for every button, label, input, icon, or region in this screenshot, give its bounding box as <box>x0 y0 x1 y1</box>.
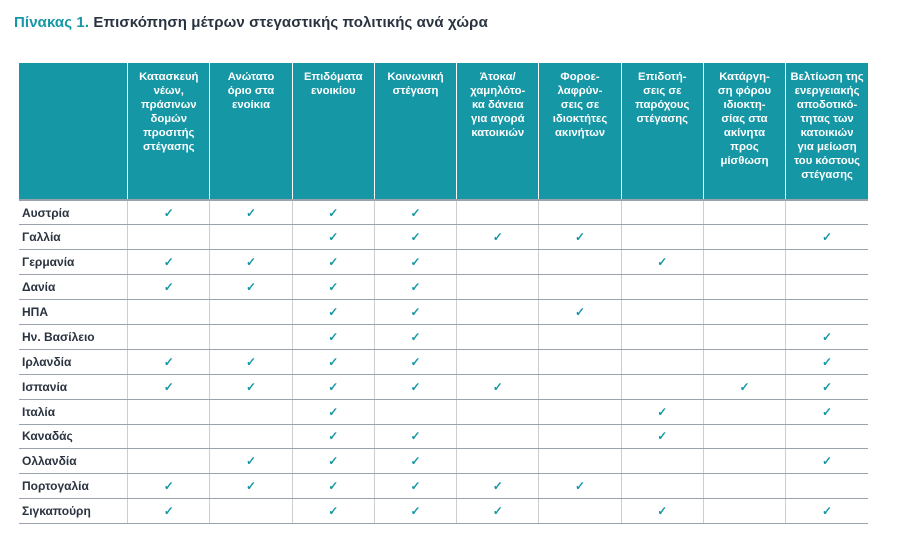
table-cell <box>621 250 703 275</box>
country-name: Ολλανδία <box>19 449 128 474</box>
header-line: μίσθωση <box>720 155 769 167</box>
table-cell <box>539 374 621 399</box>
header-line: Κατασκευή <box>139 71 199 83</box>
header-line: τητας των <box>800 113 854 125</box>
table-cell <box>621 200 703 225</box>
header-line: παρόχους <box>635 99 690 111</box>
header-line: αποδοτικό- <box>796 99 858 111</box>
header-line: Επιδοτή- <box>638 71 687 83</box>
table-row <box>19 499 868 524</box>
header-line: σίας στα <box>721 113 768 125</box>
table-cell <box>210 474 292 499</box>
check-icon: ✓ <box>574 230 586 245</box>
table-cell <box>703 324 785 349</box>
table-row <box>19 275 868 300</box>
table-cell <box>786 374 868 399</box>
check-icon: ✓ <box>657 429 668 444</box>
header-line: στέγασης <box>142 141 195 153</box>
header-line: ακίνητα <box>723 127 766 139</box>
header-line: προς <box>730 141 759 153</box>
table-cell <box>210 349 292 374</box>
table-cell <box>703 399 785 424</box>
check-icon: ✓ <box>410 504 421 519</box>
header-line: στέγασης <box>636 113 689 125</box>
header-line: Κατάργη- <box>719 71 770 83</box>
table-row <box>19 399 868 424</box>
table-cell <box>210 200 292 225</box>
table-cell <box>621 399 703 424</box>
check-icon: ✓ <box>574 479 586 494</box>
table-title <box>14 14 488 31</box>
table-row <box>19 424 868 449</box>
check-icon: ✓ <box>328 230 339 245</box>
table-cell <box>703 349 785 374</box>
check-icon: ✓ <box>410 454 421 469</box>
table-cell <box>621 499 703 524</box>
table-cell <box>128 424 210 449</box>
header-line: στέγασης <box>801 169 853 181</box>
table-cell <box>539 349 621 374</box>
table-cell <box>457 300 539 325</box>
table-row <box>19 225 868 250</box>
housing-policy-table <box>19 63 868 524</box>
table-cell <box>703 374 785 399</box>
table-cell <box>292 399 374 424</box>
check-icon: ✓ <box>328 454 339 469</box>
check-icon: ✓ <box>163 205 174 220</box>
check-icon: ✓ <box>328 404 339 419</box>
table-cell <box>457 349 539 374</box>
table-cell <box>374 374 456 399</box>
check-icon: ✓ <box>657 255 668 270</box>
table-cell <box>128 499 210 524</box>
table-number: Πίνακας 1. <box>14 14 90 31</box>
check-icon: ✓ <box>328 504 339 519</box>
check-icon: ✓ <box>163 479 174 494</box>
table-cell <box>457 324 539 349</box>
table-cell <box>374 225 456 250</box>
check-icon: ✓ <box>822 329 833 344</box>
table-cell <box>374 424 456 449</box>
table-cell <box>128 300 210 325</box>
check-icon: ✓ <box>410 429 421 444</box>
table-cell <box>292 374 374 399</box>
check-icon: ✓ <box>328 329 339 344</box>
check-icon: ✓ <box>328 305 339 319</box>
check-icon: ✓ <box>822 230 833 245</box>
country-name: Γερμανία <box>19 250 128 275</box>
table-cell <box>128 374 210 399</box>
table-cell <box>786 499 868 524</box>
country-name: Ιταλία <box>19 399 128 424</box>
table-row <box>19 250 868 275</box>
table-cell <box>786 225 868 250</box>
table-cell <box>539 449 621 474</box>
check-icon: ✓ <box>410 305 421 319</box>
table-cell <box>786 324 868 349</box>
table-cell <box>374 399 456 424</box>
table-cell <box>128 225 210 250</box>
table-cell <box>539 250 621 275</box>
table-cell <box>292 225 374 250</box>
header-cell <box>703 63 785 200</box>
table-cell <box>457 424 539 449</box>
check-icon: ✓ <box>328 354 339 369</box>
header-row <box>19 63 868 200</box>
table-row <box>19 324 868 349</box>
table-cell <box>621 374 703 399</box>
table-cell <box>374 449 456 474</box>
table-caption: Επισκόπηση μέτρων στεγαστικής πολιτικής ανά χώρα <box>93 14 488 31</box>
table-cell <box>128 200 210 225</box>
check-icon: ✓ <box>492 230 503 245</box>
check-icon: ✓ <box>163 354 174 369</box>
check-icon: ✓ <box>492 379 503 394</box>
table-cell <box>539 200 621 225</box>
table-cell <box>210 449 292 474</box>
check-icon: ✓ <box>245 479 257 494</box>
table-cell <box>210 399 292 424</box>
table-cell <box>703 449 785 474</box>
table-cell <box>786 250 868 275</box>
header-line: κα δάνεια <box>472 99 524 111</box>
table-cell <box>539 399 621 424</box>
header-corner <box>19 63 128 200</box>
table-cell <box>786 474 868 499</box>
table-cell <box>786 275 868 300</box>
header-line: χαμηλότο- <box>470 85 526 97</box>
table-row <box>19 449 868 474</box>
table-cell <box>539 324 621 349</box>
header-line: σεις σε <box>560 99 600 111</box>
table-cell <box>621 449 703 474</box>
table-cell <box>292 424 374 449</box>
table-cell <box>210 225 292 250</box>
check-icon: ✓ <box>410 329 421 344</box>
header-line: Κοινωνική <box>387 71 444 83</box>
check-icon: ✓ <box>492 504 503 519</box>
header-line: δομών <box>150 113 188 125</box>
table-cell <box>539 474 621 499</box>
country-name: Δανία <box>19 275 128 300</box>
check-icon: ✓ <box>245 454 257 469</box>
table-cell <box>621 424 703 449</box>
check-icon: ✓ <box>822 354 833 369</box>
header-cell <box>621 63 703 200</box>
country-name: Γαλλία <box>19 225 128 250</box>
check-icon: ✓ <box>328 280 339 295</box>
table-cell <box>128 399 210 424</box>
check-icon: ✓ <box>822 504 833 519</box>
table-cell <box>292 200 374 225</box>
check-icon: ✓ <box>410 479 421 494</box>
country-name: ΗΠΑ <box>19 300 128 325</box>
check-icon: ✓ <box>492 479 503 494</box>
table-cell <box>621 275 703 300</box>
header-cell <box>210 63 292 200</box>
header-cell <box>539 63 621 200</box>
table-row <box>19 300 868 325</box>
table-cell <box>703 474 785 499</box>
check-icon: ✓ <box>328 479 339 494</box>
table-cell <box>374 349 456 374</box>
check-icon: ✓ <box>410 255 421 270</box>
country-name: Αυστρία <box>19 200 128 225</box>
check-icon: ✓ <box>739 379 750 394</box>
header-line: για μείωση <box>797 141 857 153</box>
table-cell <box>128 275 210 300</box>
table-cell <box>786 200 868 225</box>
table-cell <box>621 225 703 250</box>
table-cell <box>374 474 456 499</box>
table-cell <box>457 250 539 275</box>
header-line: ιδιοκτήτες <box>552 113 608 125</box>
table-cell <box>539 275 621 300</box>
country-name: Ην. Βασίλειο <box>19 324 128 349</box>
header-line: πράσινων <box>140 99 197 111</box>
table-cell <box>703 250 785 275</box>
header-line: σεις σε <box>643 85 682 97</box>
check-icon: ✓ <box>328 379 339 394</box>
table-row <box>19 349 868 374</box>
header-line: νέων, <box>153 85 184 97</box>
header-line: κατοικιών <box>800 127 854 139</box>
check-icon: ✓ <box>163 504 174 519</box>
check-icon: ✓ <box>822 379 833 394</box>
table-cell <box>292 275 374 300</box>
table-cell <box>703 499 785 524</box>
table-cell <box>621 474 703 499</box>
check-icon: ✓ <box>822 404 833 419</box>
table-cell <box>292 499 374 524</box>
table-row <box>19 374 868 399</box>
table-cell <box>292 349 374 374</box>
table-cell <box>374 300 456 325</box>
check-icon: ✓ <box>245 354 257 369</box>
table-cell <box>457 374 539 399</box>
table-cell <box>457 399 539 424</box>
header-line: Φοροε- <box>560 71 600 83</box>
table-row <box>19 474 868 499</box>
table-cell <box>621 324 703 349</box>
header-line: ενοικίου <box>310 85 356 97</box>
header-line: Επιδόματα <box>303 71 363 83</box>
table-cell <box>210 324 292 349</box>
table-cell <box>786 349 868 374</box>
table-cell <box>128 474 210 499</box>
table-cell <box>457 449 539 474</box>
table-cell <box>374 275 456 300</box>
table-cell <box>292 300 374 325</box>
table-cell <box>292 250 374 275</box>
header-line: ιδιοκτη- <box>723 99 766 111</box>
header-cell <box>374 63 456 200</box>
table-cell <box>786 399 868 424</box>
table-cell <box>210 300 292 325</box>
table-cell <box>128 349 210 374</box>
table-cell <box>703 225 785 250</box>
header-line: όριο στα <box>227 85 275 97</box>
table-cell <box>539 424 621 449</box>
table-row <box>19 200 868 225</box>
table-cell <box>292 324 374 349</box>
table-cell <box>374 200 456 225</box>
table-cell <box>374 499 456 524</box>
table-cell <box>539 225 621 250</box>
check-icon: ✓ <box>163 255 174 270</box>
header-line: Άτοκα/ <box>479 71 516 83</box>
table-cell <box>539 499 621 524</box>
country-name: Ιρλανδία <box>19 349 128 374</box>
table-cell <box>786 300 868 325</box>
table-cell <box>374 250 456 275</box>
table-cell <box>210 374 292 399</box>
table-cell <box>457 200 539 225</box>
check-icon: ✓ <box>657 404 668 419</box>
table-cell <box>210 275 292 300</box>
header-line: του κόστους <box>794 155 861 167</box>
check-icon: ✓ <box>163 280 174 295</box>
table-cell <box>128 250 210 275</box>
table-cell <box>210 499 292 524</box>
table-cell <box>786 449 868 474</box>
table-cell <box>457 225 539 250</box>
table-body <box>19 200 868 524</box>
check-icon: ✓ <box>328 205 339 220</box>
table-cell <box>703 300 785 325</box>
check-icon: ✓ <box>410 280 421 295</box>
check-icon: ✓ <box>822 454 833 469</box>
check-icon: ✓ <box>245 205 257 220</box>
country-name: Σιγκαπούρη <box>19 499 128 524</box>
check-icon: ✓ <box>328 429 339 444</box>
check-icon: ✓ <box>410 354 421 369</box>
table-cell <box>374 324 456 349</box>
check-icon: ✓ <box>245 255 257 270</box>
header-cell <box>292 63 374 200</box>
header-cell <box>128 63 210 200</box>
table-cell <box>703 275 785 300</box>
header-line: ενεργειακής <box>794 85 860 97</box>
check-icon: ✓ <box>410 379 421 394</box>
header-line: Βελτίωση της <box>790 71 864 83</box>
header-cell <box>457 63 539 200</box>
table-cell <box>539 300 621 325</box>
table-cell <box>621 349 703 374</box>
header-line: για αγορά <box>470 113 525 125</box>
table-cell <box>128 324 210 349</box>
table-cell <box>128 449 210 474</box>
table-cell <box>210 424 292 449</box>
header-cell <box>786 63 868 200</box>
check-icon: ✓ <box>245 280 257 295</box>
check-icon: ✓ <box>574 305 586 319</box>
table-cell <box>457 499 539 524</box>
header-line: λαφρύν- <box>557 85 603 97</box>
country-name: Ισπανία <box>19 374 128 399</box>
table-cell <box>292 474 374 499</box>
header-line: στέγαση <box>392 85 439 97</box>
table-cell <box>703 200 785 225</box>
check-icon: ✓ <box>245 379 257 394</box>
header-line: προσιτής <box>143 127 195 139</box>
table-cell <box>703 424 785 449</box>
header-line: ακινήτων <box>554 127 606 139</box>
header-line: κατοικιών <box>471 127 525 139</box>
table-cell <box>621 300 703 325</box>
country-name: Πορτογαλία <box>19 474 128 499</box>
header-line: ση φόρου <box>717 85 772 97</box>
check-icon: ✓ <box>328 255 339 270</box>
table-cell <box>457 275 539 300</box>
check-icon: ✓ <box>410 205 421 220</box>
check-icon: ✓ <box>410 230 421 245</box>
table-cell <box>292 449 374 474</box>
header-line: Ανώτατο <box>227 71 275 83</box>
check-icon: ✓ <box>657 504 668 519</box>
table-cell <box>786 424 868 449</box>
table-cell <box>210 250 292 275</box>
header-line: ενοίκια <box>231 99 271 111</box>
table-cell <box>457 474 539 499</box>
check-icon: ✓ <box>163 379 174 394</box>
country-name: Καναδάς <box>19 424 128 449</box>
